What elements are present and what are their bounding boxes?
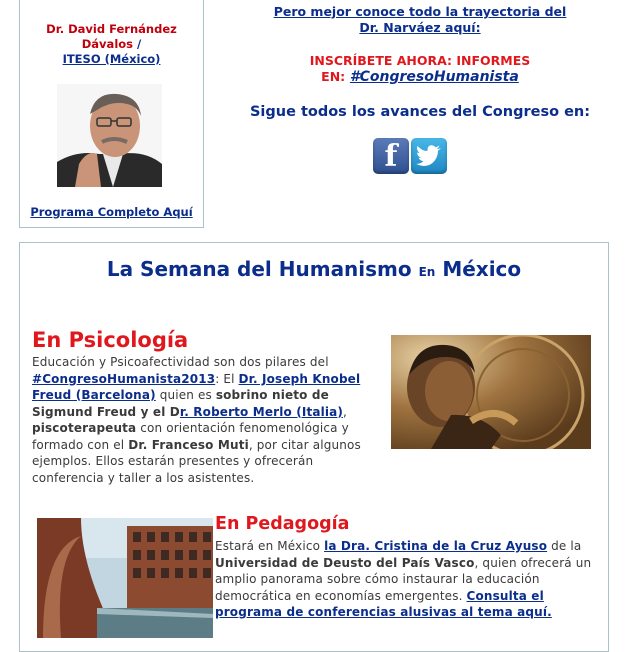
title-part1: La Semana del Humanismo	[106, 257, 412, 281]
speaker-name-line2: Dávalos	[81, 37, 134, 51]
psychology-text-3: quien es	[155, 388, 216, 402]
speaker-affiliation-link[interactable]: ITESO (México)	[62, 52, 161, 66]
speaker-card	[19, 0, 204, 228]
pedagogy-text-3: , quien ofrecerá un amplio panorama sobre cómo instaurar la educación democrática en economías emergentes.	[215, 555, 592, 603]
social-buttons	[373, 138, 447, 174]
pedagogy-text-1: Estará en México	[215, 539, 325, 553]
trajectory-line2: Dr. Narváez aquí:	[359, 20, 481, 35]
de-la-cruz-link[interactable]: la Dra. Cristina de la Cruz Ayuso	[324, 539, 548, 553]
deusto-name: Universidad de Deusto del País Vasco	[215, 555, 475, 570]
psychology-text	[32, 354, 387, 486]
psychology-text-4: ,	[343, 404, 347, 419]
pedagogy-heading: En Pedagogía	[215, 514, 350, 534]
pedagogy-photo	[37, 518, 213, 638]
merlo-link[interactable]: r. Roberto Merlo (Italia)	[179, 404, 343, 419]
register-line	[220, 69, 620, 85]
register-prefix: EN:	[321, 69, 346, 84]
psychology-text-6: , por citar algunos ejemplos. Ellos estarán presentes y ofrecerán conferencia y taller a los asistentes.	[32, 437, 361, 485]
facebook-icon[interactable]	[373, 138, 409, 174]
psychology-text-1: Educación y Psicoafectividad son dos pilares del	[32, 355, 329, 369]
knobel-link[interactable]: Dr. Joseph Knobel Freud (Barcelona)	[32, 371, 361, 402]
psychology-photo	[391, 335, 591, 449]
hashtag-link[interactable]: #CongresoHumanista	[349, 69, 519, 85]
muti-name: Dr. Franceso Muti	[128, 437, 249, 452]
speaker-photo	[57, 84, 162, 187]
pedagogy-text-2: de la	[547, 539, 582, 553]
speaker-slash: /	[137, 37, 142, 51]
pedagogy-text	[215, 538, 610, 621]
psychotherapist-label: piscoterapeuta	[32, 421, 137, 435]
twitter-bird-icon	[416, 145, 442, 167]
program-link[interactable]: Programa Completo Aquí	[30, 205, 193, 219]
trajectory-line1: Pero mejor conoce todo la trayectoria del	[273, 4, 567, 19]
follow-text: Sigue todos los avances del Congreso en:	[249, 104, 591, 120]
title-part2: México	[442, 257, 522, 281]
register-text: INSCRÍBETE AHORA: INFORMES	[309, 53, 531, 68]
hashtag-2013-link[interactable]: #CongresoHumanista2013	[32, 371, 216, 386]
conference-program-link[interactable]: Consulta el programa de conferencias alusivas al tema aquí.	[215, 588, 552, 619]
speaker-name-line1: Dr. David Fernández	[46, 22, 177, 36]
section-title	[20, 257, 608, 284]
psychology-text-5: con orientación fenomenológica y formado con el	[32, 421, 349, 452]
freud-relation: sobrino nieto de Sigmund Freud y el D	[32, 388, 329, 419]
speaker-name	[20, 22, 203, 67]
facebook-glyph: f	[384, 138, 398, 174]
humanism-week-section	[19, 242, 609, 652]
title-small: En	[418, 265, 436, 279]
trajectory-link[interactable]	[274, 4, 567, 35]
psychology-heading: En Psicología	[32, 328, 189, 352]
twitter-icon[interactable]	[411, 138, 447, 174]
psychology-text-2: : El	[215, 371, 239, 386]
